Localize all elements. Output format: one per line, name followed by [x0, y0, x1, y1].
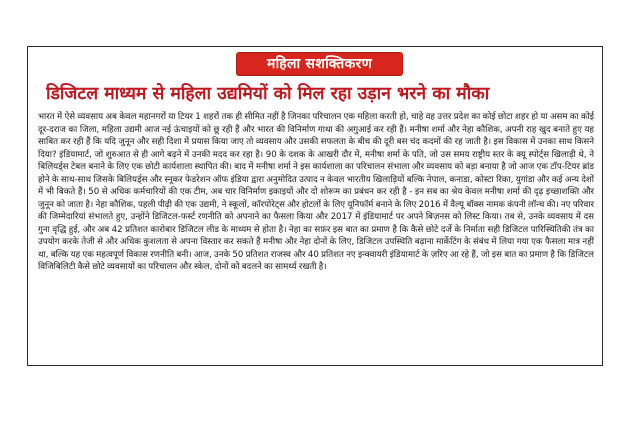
section-tag	[237, 53, 402, 75]
headline: डिजिटल माध्यम से महिला उद्यमियों को मिल रहा उड़ान भरने का मौका	[46, 84, 490, 104]
section-tag-label: महिला सशक्तिकरण	[266, 56, 373, 72]
news-clipping	[27, 46, 603, 366]
article-body: भारत में ऐसे व्यवसाय अब केवल महानगरों या टियर 1 शहरों तक ही सीमित नहीं है जिनका परिचालन एक महिला करती हो, चाहे वह उत्तर प्रदेश का कोई छोटा शहर हो या असम का कोई दूर-दराज का जिला, महिला उद्यमी आज नई ऊंचाइयों को छू रही हैं और भारत की विनिर्माण गाथा की अगुआई कर रही हैं। मनीषा शर्मा और नेहा कौशिक, अपनी राह खुद बनाते हुए यह साबित कर रही हैं कि यदि जुनून और सही दिशा में प्रयास किया जाए तो व्यवसाय और उसकी सफलता के बीच की दूरी बस चंद कदमों की रह जाती है। इस विकास में उनका साथ किसने दिया? इंडियामार्ट, जो शुरुआत से ही आगे बढ़ने में उनकी मदद कर रहा है। 90 के दशक के आखरी दौर में, मनीषा शर्मा के पति, जो उस समय राष्ट्रीय स्तर के क्यू स्पोर्ट्स खिलाड़ी थे, ने बिलियर्ड्स टेबल बनाने के लिए एक छोटी कार्यशाला स्थापित की। बाद में मनीषा शर्मा ने इस कार्यशाला का परिचालन संभाला और व्यवसाय को बड़ा बनाया है जो आज एक टॉप-टियर ब्रांड होने के साथ-साथ जिसके बिलियर्ड्स और स्नूकर फेडरेशन ऑफ इंडिया द्वारा अनुमोदित उत्पाद न केवल भारतीय खिलाड़ियों बल्कि नेपाल, कनाडा, कोस्टा रिका, युगांडा और कई अन्य देशों में भी बिकते हैं। 50 से अधिक कर्मचारियों की एक टीम, अब चार विनिर्माण इकाइयों और दो शोरूम का प्रबंधन कर रही है - इन सब का श्रेय केवल मनीषा शर्मा की दृढ़ इच्छाशक्ति और जुनून को जाता है। नेहा कौशिक, पहली पीढ़ी की एक उद्यमी, ने स्कूलों, कॉरपोरेट्स और होटलों के लिए यूनिफॉर्म बनाने के लिए 2016 में वैल्यू बॉक्स नामक कंपनी लॉन्च की। नए परिवार की जिम्मेदारियां संभालते हुए, उन्होंने डिजिटल-फर्स्ट रणनीति को अपनाने का फैसला किया और 2017 में इंडियामार्ट पर अपने बिज़नस को लिस्ट किया। तब से, उनके व्यवसाय में दस गुना वृद्धि हुई, और अब 42 प्रतिशत कारोबार डिजिटल लीड के माध्यम से होता है। नेहा का सफ़र इस बात का प्रमाण है कि कैसे छोटे दर्जे के निर्माता सही डिजिटल पारिस्थितिकी तंत्र का उपयोग करके तेजी से और अधिक कुशलता से अपना विस्तार कर सकते हैं मनीषा और नेहा दोनों के लिए, डिजिटल उपस्थिति बढ़ाना मार्केटिंग के संबंध में लिया गया एक फैसला मात्र नहीं था, बल्कि यह एक महत्वपूर्ण विकास रणनीति बनी। आज, उनके 50 प्रतिशत राजस्व और 40 प्रतिशत नए इन्क्वायरी इंडियामार्ट के ज़रिए आ रहे हैं, जो इस बात का प्रमाण है कि डिजिटल विजिबिलिटी कैसे छोटे व्यवसायों का परिचालन और स्केल, दोनों को बदलने का सामर्थ्य रखती है।	[38, 112, 594, 272]
